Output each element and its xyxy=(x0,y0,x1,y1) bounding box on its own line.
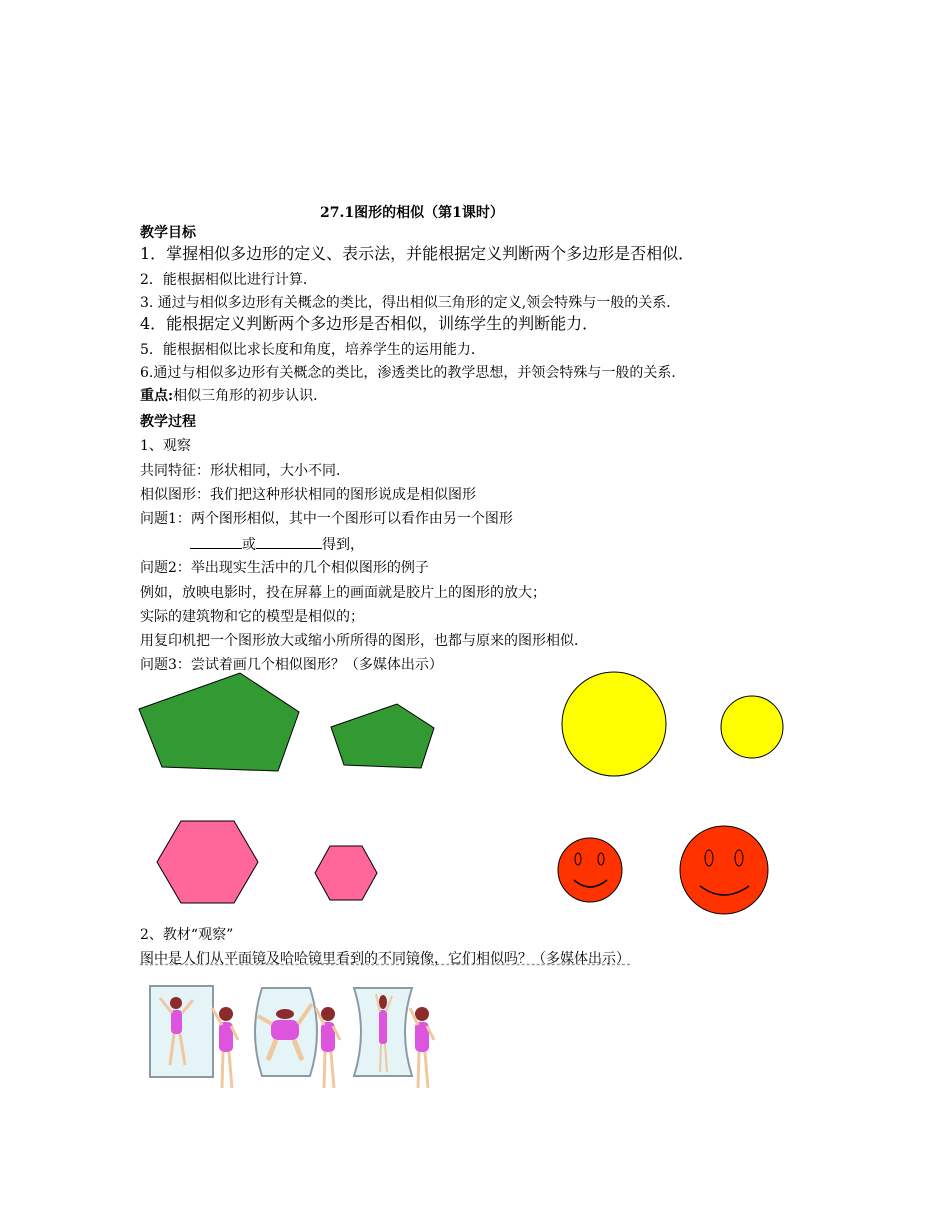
question-1-text: 问题1：两个图形相似，其中一个图形可以看作由另一个图形 xyxy=(140,511,513,527)
objectives-heading: 教学目标 xyxy=(140,225,196,241)
objective-item-5: 5．能根据相似比求长度和角度，培养学生的运用能力． xyxy=(140,342,485,358)
mirror-question-text: 图中是人们从平面镜及哈哈镜里看到的不同镜像，它们相似吗？（多媒体出示） xyxy=(140,951,630,967)
concave-mirror-image xyxy=(354,988,434,1088)
question-2-text: 问题2：举出现实生活中的几个相似图形的例子 xyxy=(140,560,429,576)
question-3-text: 问题3：尝试着画几个相似图形？（多媒体出示） xyxy=(140,657,443,673)
example-3-text: 用复印机把一个图形放大或缩小所所得的图形，也都与原来的图形相似． xyxy=(140,633,588,649)
objective-item-3: 3. 通过与相似多边形有关概念的类比，得出相似三角形的定义,领会特殊与一般的关系． xyxy=(140,295,681,311)
objective-item-2: 2．能根据相似比进行计算． xyxy=(140,272,317,288)
plane-mirror-image xyxy=(150,986,238,1088)
similar-definition-text: 相似图形：我们把这种形状相同的图形说成是相似图形 xyxy=(140,487,476,503)
page-title: 27.1图形的相似（第1课时） xyxy=(320,205,504,221)
example-1-text: 例如，放映电影时，投在屏幕上的画面就是胶片上的图形的放大； xyxy=(140,585,546,601)
q1-or-text: 或 xyxy=(242,537,256,553)
q1-end-text: 得到， xyxy=(322,537,364,553)
real-dancer-3 xyxy=(410,1007,434,1088)
key-point-label: 重点: xyxy=(140,388,174,404)
convex-mirror-image xyxy=(255,988,340,1088)
key-point-text: 相似三角形的初步认识． xyxy=(173,388,328,404)
real-dancer xyxy=(212,1007,238,1088)
real-dancer-2 xyxy=(316,1007,340,1088)
objective-item-1: 1．掌握相似多边形的定义、表示法，并能根据定义判断两个多边形是否相似． xyxy=(140,244,695,263)
objective-item-4: 4．能根据定义判断两个多边形是否相似，训练学生的判断能力． xyxy=(140,314,599,333)
section-1-title: 1、观察 xyxy=(140,438,191,454)
objective-item-6: 6.通过与相似多边形有关概念的类比，渗透类比的教学思想，并领会特殊与一般的关系． xyxy=(140,365,686,381)
process-heading: 教学过程 xyxy=(140,414,196,430)
section-2-title: 2、教材“观察” xyxy=(140,927,234,943)
example-2-text: 实际的建筑物和它的模型是相似的； xyxy=(140,609,364,625)
common-feature-text: 共同特征：形状相同，大小不同． xyxy=(140,463,350,479)
